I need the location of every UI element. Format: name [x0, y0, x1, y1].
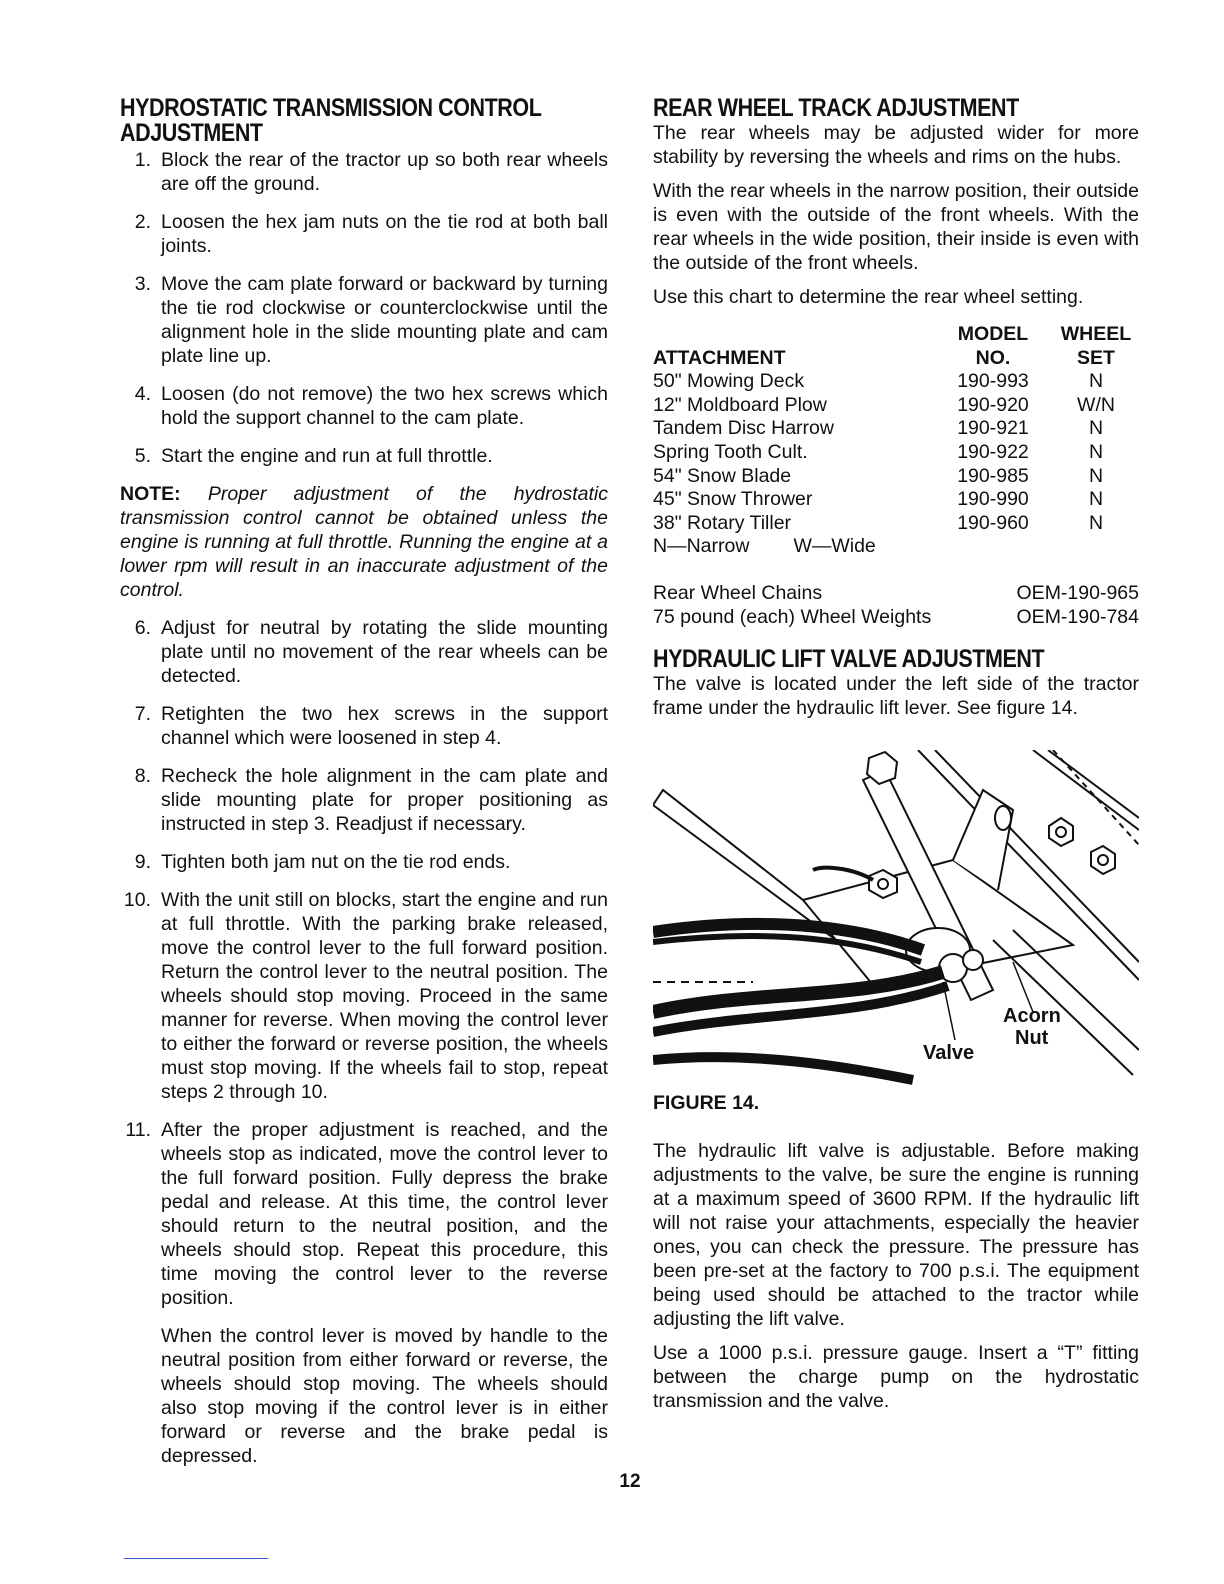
right-column	[653, 96, 1139, 1413]
list-item: Rear Wheel Chains OEM-190-965	[653, 581, 1139, 604]
steps-list-a	[120, 148, 608, 468]
table-row: 45" Snow Thrower 190-990 N	[653, 488, 1104, 511]
header-set: SET	[1077, 346, 1115, 369]
legend-wide: W—Wide	[793, 535, 876, 558]
rear-paragraph-3: Use this chart to determine the rear wheel setting.	[653, 286, 1084, 308]
page-number: 12	[619, 1471, 641, 1492]
rear-wheel-title: REAR WHEEL TRACK ADJUSTMENT	[653, 94, 1019, 122]
hydraulic-title: HYDRAULIC LIFT VALVE ADJUSTMENT	[653, 644, 1045, 673]
footer-rule	[124, 1558, 268, 1559]
step-item: 11. After the proper adjustment is reached, and the wheels stop as indicated, move the control lever to the full forward position. Fully depress the brake pedal and release. At this time, the control lever should return to the neutral position, and the wheels should stop. Repeat this procedure, this time moving the control lever to the reverse position. When the control lever is moved by handle to the neutral position from either forward or reverse, the wheels should stop moving. The wheels should also stop moving if the control lever is in either forward or reverse and the brake pedal is depressed.	[125, 1119, 608, 1467]
hydraulic-paragraph-3: Use a 1000 p.s.i. pressure gauge. Insert a “T” fitting between the charge pump on the hydrostatic transmission and the valve.	[653, 1341, 1139, 1412]
step-item: 10. With the unit still on blocks, start the engine and run at full throttle. With the parking brake released, move the control lever to the full forward position. Return the control lever to the neutral position. The wheels should stop moving. Proceed in the same manner for reverse. When moving the control lever to either the forward or reverse position, the wheels must stop moving. If the wheels fail to stop, repeat steps 2 through 10.	[123, 889, 608, 1103]
note-paragraph: NOTE: Proper adjustment of the hydrostatic transmission control cannot be obtained unless the engine is running at full throttle. Running the engine at a lower rpm will result in an inaccurate adjustment of the control.	[120, 483, 609, 601]
hydraulic-paragraph-1: The valve is located under the left side of the tractor frame under the hydraulic lift lever. See figure 14.	[653, 672, 1139, 719]
header-wheel: WHEEL	[1060, 323, 1132, 345]
label-acorn: Acorn	[1003, 1004, 1061, 1027]
figure-14	[653, 750, 1139, 1088]
step11-followup: When the control lever is moved by handle to the neutral position from either forward or reverse, the wheels should stop moving. The wheels should also stop moving if the control lever is in either forward or reverse and the brake pedal is depressed.	[161, 1325, 608, 1467]
label-valve: Valve	[923, 1041, 975, 1064]
table-row: 12" Moldboard Plow 190-920 W/N	[653, 393, 1115, 416]
step-item: 8. Recheck the hole alignment in the cam plate and slide mounting plate for proper positioning as instructed in step 3. Readjust if necessary.	[134, 765, 608, 835]
hydrostatic-title-line2: ADJUSTMENT	[120, 119, 263, 147]
header-model: MODEL	[957, 323, 1029, 345]
table-row: 38" Rotary Tiller 190-960 N	[653, 511, 1104, 534]
extras-list	[653, 581, 1139, 629]
step-item: 3. Move the cam plate forward or backward by turning the tie rod clockwise or counterclockwise until the alignment hole in the slide mounting plate and cam plate line up.	[134, 273, 608, 367]
table-row: Tandem Disc Harrow 190-921 N	[653, 417, 1104, 440]
table-row: 54" Snow Blade 190-985 N	[653, 464, 1104, 487]
step-item: 7. Retighten the two hex screws in the support channel which were loosened in step 4.	[134, 703, 608, 749]
step-item: 9. Tighten both jam nut on the tie rod ends.	[134, 851, 511, 873]
step-item: 4. Loosen (do not remove) the two hex screws which hold the support channel to the cam plate.	[134, 383, 608, 429]
rear-paragraph-2: With the rear wheels in the narrow position, their outside is even with the outside of the front wheels. With the rear wheels in the wide position, their inside is even with the outside of the front wheels.	[653, 180, 1139, 274]
figure-caption: FIGURE 14.	[653, 1091, 760, 1114]
table-row: 50" Mowing Deck 190-993 N	[653, 370, 1104, 393]
step-item: 6. Adjust for neutral by rotating the slide mounting plate until no movement of the rear wheels can be detected.	[134, 617, 608, 687]
step-item: 5. Start the engine and run at full throttle.	[134, 445, 493, 467]
header-no: NO.	[975, 346, 1011, 369]
legend-narrow: N—Narrow	[653, 535, 750, 558]
table-row: Spring Tooth Cult. 190-922 N	[653, 440, 1104, 463]
list-item: 75 pound (each) Wheel Weights OEM-190-784	[653, 605, 1139, 628]
hydrostatic-title-line1: HYDROSTATIC TRANSMISSION CONTROL	[120, 94, 542, 122]
hydraulic-paragraph-2: The hydraulic lift valve is adjustable. Before making adjustments to the valve, be sure the engine is running at a maximum speed of 3600 RPM. If the hydraulic lift will not raise your attachments, especially the heavier ones, you can check the pressure. The pressure has been pre-set at the factory to 700 p.s.i. The equipment being used should be attached to the tractor while adjusting the lift valve.	[653, 1139, 1139, 1330]
steps-list-b	[120, 616, 608, 1468]
label-nut: Nut	[1015, 1026, 1049, 1049]
step-item: 2. Loosen the hex jam nuts on the tie rod at both ball joints.	[134, 211, 608, 257]
rear-paragraph-1: The rear wheels may be adjusted wider for more stability by reversing the wheels and rims on the hubs.	[653, 122, 1139, 168]
header-attachment: ATTACHMENT	[653, 346, 786, 369]
valve-illustration	[653, 750, 1139, 1088]
step-item: 1. Block the rear of the tractor up so both rear wheels are off the ground.	[134, 149, 608, 195]
attachment-table	[653, 323, 1139, 559]
left-column	[120, 96, 608, 1482]
legend-row	[653, 535, 1139, 559]
